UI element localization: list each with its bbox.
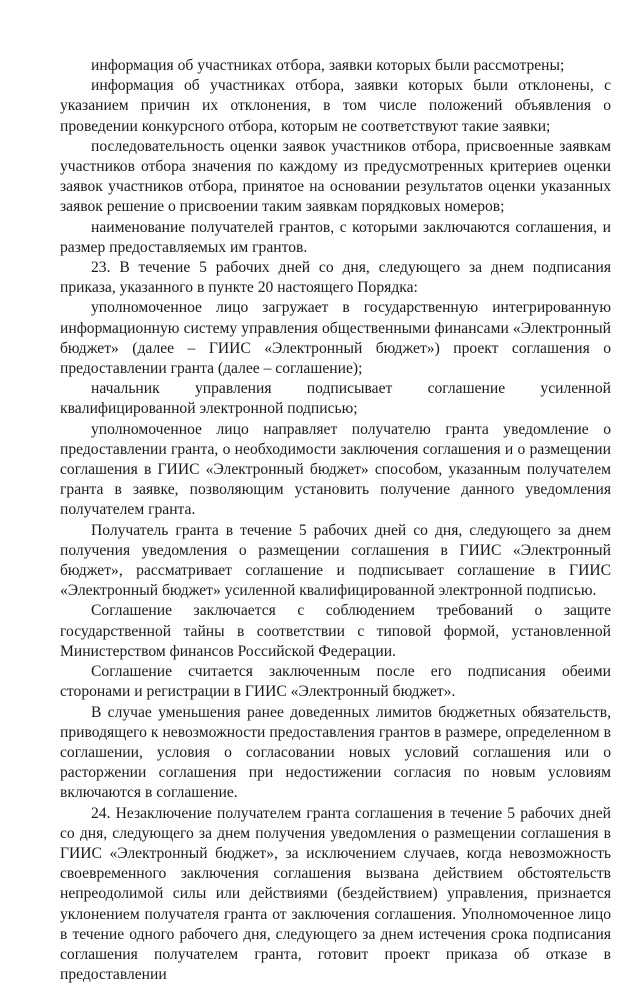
paragraph-head-signs: начальник управления подписывает соглашение усиленной квалифицированной электронной подписью; <box>60 380 611 418</box>
paragraph-grant-recipients: наименование получателей грантов, с которыми заключаются соглашения, и размер предоставляемых им грантов. <box>60 218 611 256</box>
paragraph-item-24: 24. Незаключение получателем гранта соглашения в течение 5 рабочих дней со дня, следующего за днем получения уведомления о размещении соглашения в ГИИС «Электронный бюджет», за исключением случаев, когда невозможность своевременного заключения соглашения вызвана действием обстоятельств непреодолимой силы или действиями (бездействием) управления, признается уклонением получателя гранта от заключения соглашения. Уполномоченное лицо в течение одного рабочего дня, следующего за днем истечения срока подписания соглашения получателем гранта, готовит проект приказа об отказе в предоставлении <box>60 804 611 984</box>
paragraph-agreement-concluded: Соглашение считается заключенным после его подписания обеими сторонами и регистрации в ГИИС «Электронный бюджет». <box>60 663 611 701</box>
paragraph-considered-participants: информация об участниках отбора, заявки которых были рассмотрены; <box>91 57 565 74</box>
paragraph-notification: уполномоченное лицо направляет получателю гранта уведомление о предоставлении гранта, о необходимости заключения соглашения и о размещении соглашения в ГИИС «Электронный бюджет» способом, указанным получателем гранта в заявке, позволяющим установить получение данного уведомления получателем гранта. <box>60 420 611 519</box>
paragraph-state-secret: Соглашение заключается с соблюдением требований о защите государственной тайны в соответствии с типовой формой, установленной Министерством финансов Российской Федерации. <box>60 602 611 660</box>
document-page <box>60 56 611 985</box>
paragraph-item-23: 23. В течение 5 рабочих дней со дня, следующего за днем подписания приказа, указанного в пункте 20 настоящего Порядка: <box>60 259 611 297</box>
paragraph-evaluation-sequence: последовательность оценки заявок участников отбора, присвоенные заявкам участников отбора значения по каждому из предусмотренных критериев оценки заявок участников отбора, принятое на основании результатов оценки указанных заявок решение о присвоении таким заявкам порядковых номеров; <box>60 137 611 216</box>
paragraph-rejected-participants: информация об участниках отбора, заявки которых были отклонены, с указанием причин их отклонения, в том числе положений объявления о проведении конкурсного отбора, которым не соответствуют такие заявки; <box>60 77 611 135</box>
paragraph-upload-agreement: уполномоченное лицо загружает в государственную интегрированную информационную систему управления общественными финансами «Электронный бюджет» (далее – ГИИС «Электронный бюджет») проект соглашения о предоставлении гранта (далее – соглашение); <box>60 299 611 378</box>
paragraph-limits-reduction: В случае уменьшения ранее доведенных лимитов бюджетных обязательств, приводящего к невозможности предоставления грантов в размере, определенном в соглашении, условия о согласовании новых условий соглашения или о расторжении соглашения при недостижении согласия по новым условиям включаются в соглашение. <box>60 703 611 802</box>
paragraph-recipient-signs: Получатель гранта в течение 5 рабочих дней со дня, следующего за днем получения уведомления о размещении соглашения в ГИИС «Электронный бюджет», рассматривает соглашение и подписывает соглашение в ГИИС «Электронный бюджет» усиленной квалифицированной электронной подписью. <box>60 521 611 600</box>
